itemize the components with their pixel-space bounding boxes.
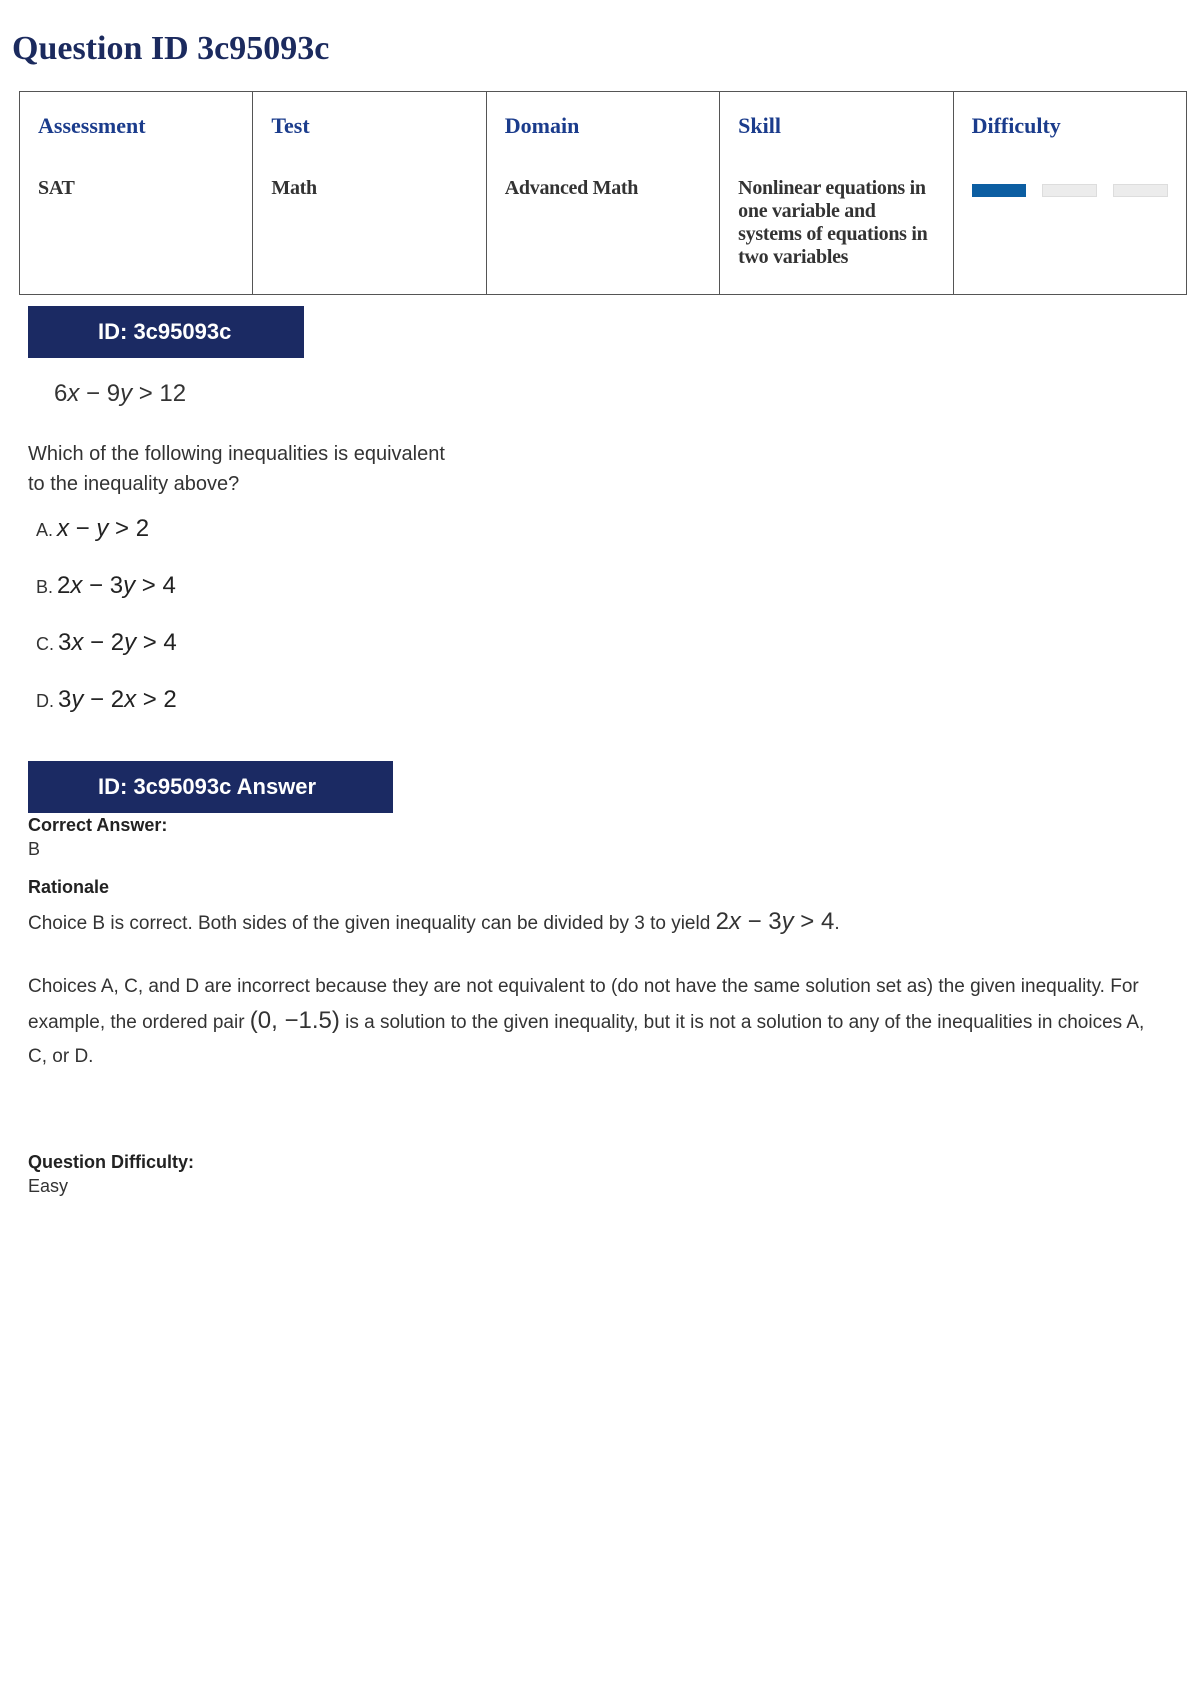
choice-b-letter: B.	[36, 577, 54, 597]
choice-b	[36, 572, 176, 600]
difficulty-bar-1	[972, 184, 1027, 197]
meta-assessment-cell	[20, 92, 253, 295]
choice-a-expression: x − y > 2	[57, 515, 150, 542]
choice-d	[36, 686, 177, 714]
meta-skill-label: Skill	[738, 113, 781, 138]
meta-test-value: Math	[271, 177, 317, 199]
rationale-2-math: (0, −1.5)	[249, 1007, 340, 1034]
correct-answer-value: B	[28, 839, 41, 859]
meta-skill-cell	[720, 92, 953, 295]
meta-skill-value: Nonlinear equations in one variable and systems of equations in two variables	[738, 177, 928, 268]
meta-domain-label: Domain	[504, 113, 580, 138]
choice-d-expression: 3y − 2x > 2	[58, 686, 177, 713]
question-difficulty-value: Easy	[28, 1176, 69, 1196]
difficulty-bar-2	[1042, 184, 1097, 197]
question-difficulty-label: Question Difficulty:	[28, 1152, 194, 1172]
meta-assessment-label: Assessment	[38, 113, 146, 138]
choice-c-expression: 3x − 2y > 4	[58, 629, 177, 656]
choice-a	[36, 515, 149, 543]
meta-domain-cell	[486, 92, 719, 295]
choice-a-letter: A.	[36, 520, 54, 540]
question-id-banner: ID: 3c95093c	[28, 306, 304, 358]
difficulty-meter	[972, 184, 1168, 197]
meta-domain-value: Advanced Math	[504, 177, 639, 199]
stem-inequality: 6x − 9y > 12	[54, 380, 187, 407]
meta-difficulty-label: Difficulty	[971, 113, 1061, 138]
difficulty-bar-3	[1113, 184, 1168, 197]
question-meta-table	[19, 91, 1187, 295]
answer-id-banner: ID: 3c95093c Answer	[28, 761, 393, 813]
meta-difficulty-cell	[953, 92, 1186, 295]
rationale-paragraph-2: Choices A, C, and D are incorrect because they are not equivalent to (do not have the same solution set as) the given inequality. For example, the ordered pair (0, −1.5) is a solution to the given inequality, but it is not a solution to any of the inequalities in choices A, C, or D.	[28, 976, 1145, 1067]
choice-c	[36, 629, 177, 657]
question-text: Which of the following inequalities is equivalent to the inequality above?	[28, 443, 445, 495]
choice-d-letter: D.	[36, 691, 54, 711]
rationale-paragraph-1: Choice B is correct. Both sides of the given inequality can be divided by 3 to yield 2x − 3y > 4.	[28, 908, 840, 935]
page-title: Question ID 3c95093c	[12, 30, 330, 67]
rationale-label: Rationale	[28, 877, 110, 897]
choice-b-expression: 2x − 3y > 4	[57, 572, 176, 599]
meta-test-cell	[253, 92, 486, 295]
choice-c-letter: C.	[36, 634, 54, 654]
meta-assessment-value: SAT	[38, 177, 75, 199]
correct-answer-label: Correct Answer:	[28, 815, 168, 835]
rationale-1-math: 2x − 3y > 4	[715, 908, 835, 935]
meta-test-label: Test	[271, 113, 310, 138]
